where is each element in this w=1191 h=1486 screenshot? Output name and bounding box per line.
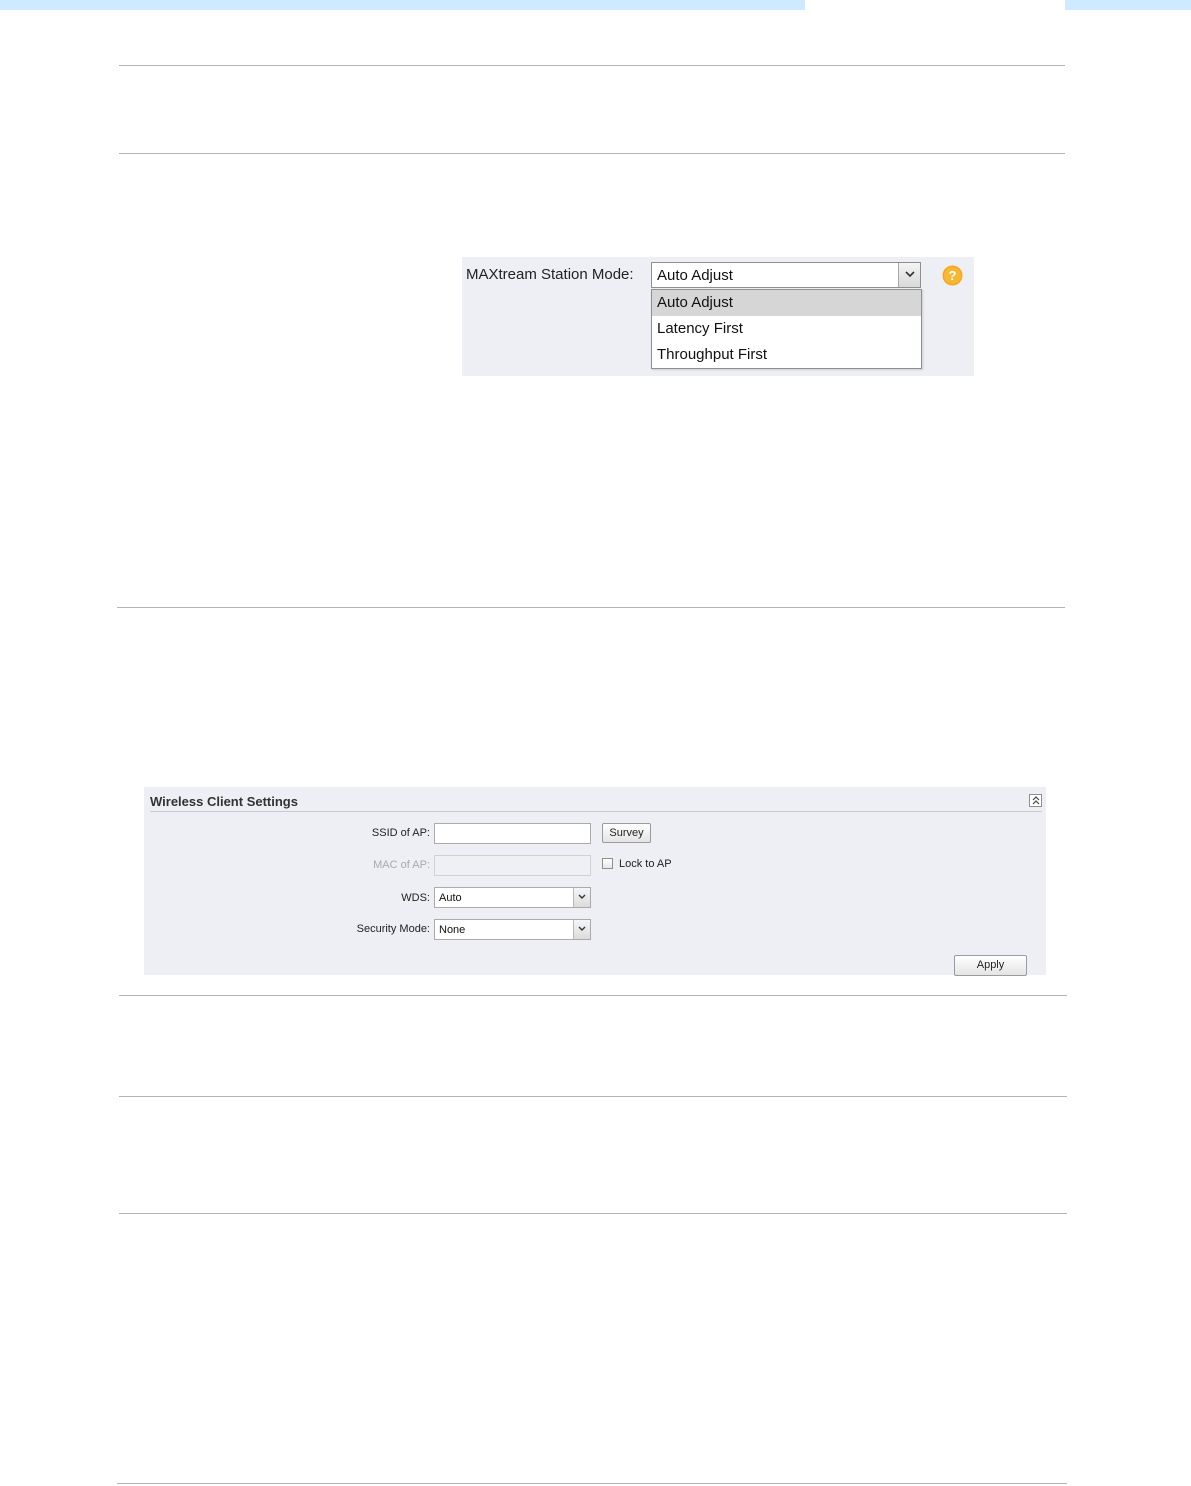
select-value: None	[439, 924, 466, 936]
divider-rule	[119, 65, 1065, 66]
ssid-input[interactable]	[434, 823, 591, 844]
select-value: Auto	[439, 892, 462, 904]
apply-button[interactable]: Apply	[954, 955, 1027, 976]
chevron-down-icon[interactable]	[573, 888, 590, 907]
divider-rule	[117, 1483, 1067, 1484]
option-latency-first[interactable]: Latency First	[657, 320, 743, 337]
chevron-down-icon[interactable]	[573, 920, 590, 939]
header-band-right	[1065, 0, 1191, 10]
header-band-left	[0, 0, 805, 10]
option-auto-adjust[interactable]: Auto Adjust	[652, 290, 921, 316]
panel-header-divider	[150, 811, 1042, 812]
panel-title: Wireless Client Settings	[150, 794, 298, 809]
chevron-down-icon[interactable]	[898, 263, 920, 287]
maxtream-mode-dropdown-list	[651, 289, 922, 369]
divider-rule	[119, 1096, 1067, 1097]
double-chevron-up-icon[interactable]	[1029, 794, 1042, 807]
security-mode-label: Security Mode:	[356, 923, 430, 935]
select-value: Auto Adjust	[657, 267, 733, 284]
wds-select[interactable]	[434, 887, 591, 908]
ssid-label: SSID of AP:	[371, 827, 430, 839]
divider-rule	[119, 1213, 1067, 1214]
svg-text:?: ?	[948, 268, 957, 283]
divider-rule	[119, 995, 1067, 996]
wireless-client-settings-screenshot	[144, 787, 1046, 975]
lock-to-ap-label[interactable]: Lock to AP	[619, 858, 672, 870]
security-mode-select[interactable]	[434, 919, 591, 940]
maxtream-settings-screenshot	[462, 257, 974, 376]
mac-input	[434, 855, 591, 876]
divider-rule	[117, 607, 1065, 608]
survey-button[interactable]: Survey	[602, 823, 651, 843]
lock-to-ap-checkbox[interactable]	[602, 858, 613, 869]
divider-rule	[119, 153, 1065, 154]
wds-label: WDS:	[401, 892, 430, 904]
question-mark-icon[interactable]	[942, 265, 963, 286]
maxtream-station-mode-select[interactable]	[651, 262, 921, 288]
option-throughput-first[interactable]: Throughput First	[657, 346, 768, 363]
maxtream-station-mode-label: MAXtream Station Mode:	[466, 266, 634, 283]
mac-label: MAC of AP:	[373, 859, 430, 871]
